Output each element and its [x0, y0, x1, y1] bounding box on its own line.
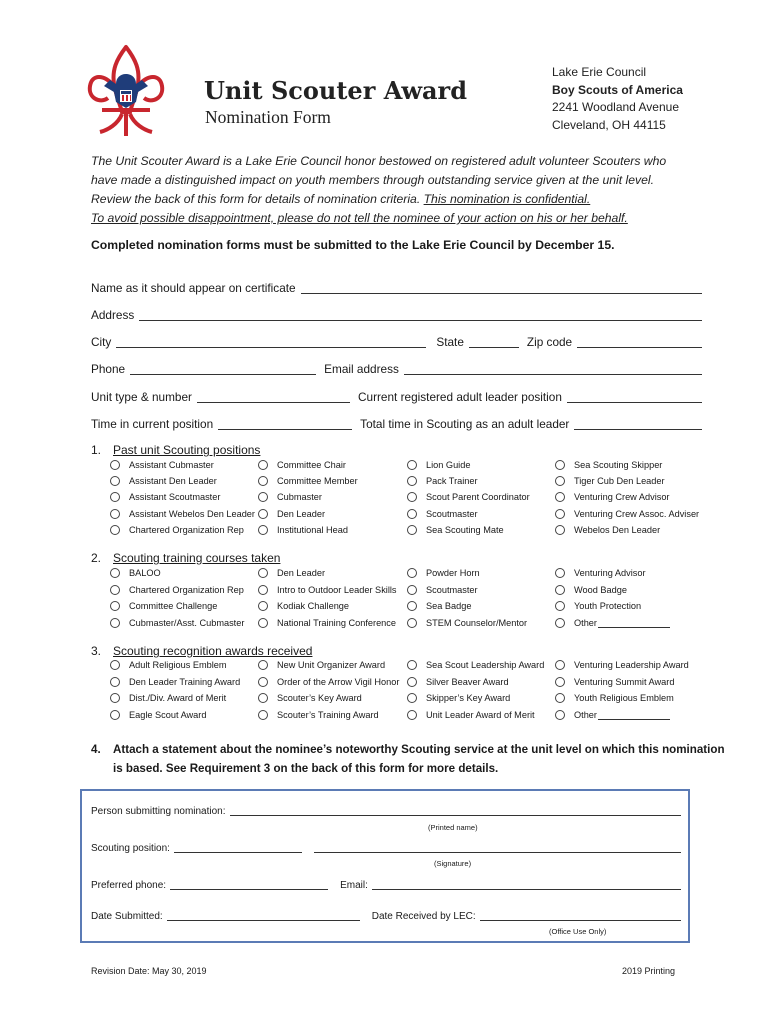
awards-option[interactable] — [110, 710, 206, 720]
positions-option[interactable] — [110, 525, 244, 535]
positions-option[interactable] — [258, 509, 325, 519]
positions-option[interactable] — [555, 460, 662, 470]
positions-option[interactable] — [555, 525, 660, 535]
training-option-label: Cubmaster/Asst. Cubmaster — [129, 617, 245, 628]
awards-option-label: Dist./Div. Award of Merit — [129, 693, 227, 703]
training-option-label: Committee Challenge — [129, 601, 218, 611]
training-option-label: Youth Protection — [574, 601, 642, 611]
radio-circle-icon[interactable] — [258, 525, 268, 535]
awards-option-label: Unit Leader Award of Merit — [426, 709, 535, 720]
section-1-title: Past unit Scouting positions — [113, 443, 261, 457]
address-line-4: Cleveland, OH 44115 — [552, 117, 666, 132]
positions-option[interactable] — [110, 492, 220, 502]
person-label: Person submitting nomination: — [91, 806, 226, 817]
deadline-notice: Completed nomination forms must be submitted to the Lake Erie Council by December 15. — [91, 238, 615, 252]
positions-option-label: Venturing Crew Assoc. Adviser — [574, 508, 700, 519]
training-option[interactable] — [258, 601, 349, 611]
positions-option-label: Den Leader — [277, 508, 326, 519]
training-option[interactable] — [258, 568, 325, 578]
office-use-caption: (Office Use Only) — [549, 927, 607, 936]
date-received-input-line[interactable] — [480, 919, 681, 921]
name-field-row — [91, 276, 702, 296]
awards-option-label: Youth Religious Emblem — [574, 693, 674, 703]
date-submitted-input-line[interactable] — [167, 919, 360, 921]
positions-option-label: Venturing Crew Advisor — [574, 492, 670, 503]
training-option[interactable] — [555, 585, 627, 595]
awards-option[interactable] — [407, 693, 510, 703]
positions-option-label: Scoutmaster — [426, 508, 478, 519]
awards-option-label: Scouter’s Training Award — [277, 709, 379, 720]
positions-option[interactable] — [407, 509, 478, 519]
awards-option[interactable] — [110, 660, 227, 670]
printing-year: 2019 Printing — [622, 966, 676, 976]
radio-circle-icon[interactable] — [407, 660, 417, 670]
unit-field-row — [91, 385, 702, 405]
positions-option[interactable] — [555, 509, 699, 519]
time-field-row — [91, 412, 702, 432]
training-option-label: Venturing Advisor — [574, 568, 646, 578]
positions-option[interactable] — [555, 476, 665, 486]
preferred-phone-label: Preferred phone: — [91, 880, 167, 891]
training-option-label: BALOO — [129, 568, 161, 578]
training-option[interactable] — [258, 618, 396, 628]
submitter-box — [80, 789, 690, 943]
address-input-line[interactable] — [139, 319, 702, 321]
radio-circle-icon[interactable] — [555, 525, 565, 535]
city-input-line[interactable] — [116, 346, 426, 348]
radio-circle-icon[interactable] — [258, 585, 268, 595]
radio-circle-icon[interactable] — [407, 492, 417, 502]
positions-option-label: Webelos Den Leader — [574, 524, 661, 535]
zip-label: Zip code — [526, 335, 573, 349]
state-input-line[interactable] — [469, 346, 519, 348]
awards-option-label: Eagle Scout Award — [129, 709, 207, 720]
radio-circle-icon[interactable] — [555, 618, 565, 628]
time-scouting-label: Total time in Scouting as an adult leader — [360, 417, 570, 431]
intro-line-3: Review the back of this form for details of nomination criteria. This nomination is confidential. — [91, 192, 591, 206]
radio-circle-icon[interactable] — [407, 509, 417, 519]
awards-option-label: Silver Beaver Award — [426, 676, 509, 687]
person-input-line[interactable] — [230, 814, 681, 816]
awards-option-label: Skipper’s Key Award — [426, 693, 511, 703]
intro-paragraph — [91, 152, 691, 228]
training-option[interactable] — [110, 585, 244, 595]
training-option[interactable] — [555, 601, 641, 611]
radio-circle-icon[interactable] — [555, 568, 565, 578]
radio-circle-icon[interactable] — [407, 677, 417, 687]
training-option[interactable] — [407, 618, 527, 628]
radio-circle-icon[interactable] — [407, 460, 417, 470]
address-line-1: Lake Erie Council — [552, 65, 647, 79]
training-option-label: Other — [574, 617, 597, 628]
position-label: Scouting position: — [91, 843, 170, 854]
positions-option[interactable] — [110, 476, 217, 486]
intro-line-4: To avoid possible disappointment, please do not tell the nominee of your action on his or her behalf. — [91, 211, 628, 225]
radio-circle-icon[interactable] — [407, 476, 417, 486]
radio-circle-icon[interactable] — [555, 601, 565, 611]
email-label: Email address — [324, 362, 399, 376]
phone-label: Phone — [91, 362, 126, 376]
city-label: City — [91, 335, 112, 349]
contact-row — [91, 880, 681, 891]
radio-circle-icon[interactable] — [555, 460, 565, 470]
training-option[interactable] — [555, 568, 646, 578]
training-option[interactable] — [407, 568, 480, 578]
awards-option[interactable] — [407, 660, 544, 670]
radio-circle-icon[interactable] — [555, 476, 565, 486]
unit-type-label: Unit type & number — [91, 390, 192, 404]
radio-circle-icon[interactable] — [110, 460, 120, 470]
submitter-email-label: Email: — [340, 880, 368, 891]
positions-option-label: Assistant Cubmaster — [129, 460, 214, 470]
printed-name-caption: (Printed name) — [428, 823, 478, 832]
positions-option[interactable] — [407, 492, 530, 502]
preferred-phone-input-line[interactable] — [170, 888, 328, 890]
radio-circle-icon[interactable] — [258, 509, 268, 519]
section-2-title: Scouting training courses taken — [113, 551, 281, 565]
current-position-input-line[interactable] — [567, 401, 702, 403]
training-option[interactable] — [110, 618, 244, 628]
radio-circle-icon[interactable] — [110, 476, 120, 486]
radio-circle-icon[interactable] — [258, 601, 268, 611]
current-position-label: Current registered adult leader position — [357, 390, 562, 404]
awards-option[interactable] — [555, 677, 674, 687]
name-input-line[interactable] — [301, 292, 702, 294]
radio-circle-icon[interactable] — [555, 660, 565, 670]
training-option-label: Powder Horn — [426, 568, 480, 578]
section-4-line-2: is based. See Requirement 3 on the back of this form for more details. — [113, 762, 499, 775]
positions-option-label: Scout Parent Coordinator — [426, 492, 530, 503]
awards-option-label: Sea Scout Leadership Award — [426, 660, 545, 670]
awards-option-label: Venturing Summit Award — [574, 676, 675, 687]
dates-row — [91, 911, 681, 922]
section-1-heading: 1. Past unit Scouting positions — [91, 443, 261, 457]
awards-option[interactable] — [407, 677, 509, 687]
confidential-note: This nomination is confidential. — [423, 192, 591, 206]
radio-circle-icon[interactable] — [407, 585, 417, 595]
positions-option-label: Institutional Head — [277, 524, 348, 535]
awards-option[interactable] — [110, 677, 240, 687]
radio-circle-icon[interactable] — [407, 568, 417, 578]
time-position-label: Time in current position — [91, 417, 214, 431]
awards-option[interactable] — [258, 693, 362, 703]
awards-option[interactable] — [555, 693, 674, 703]
training-option-label: Den Leader — [277, 568, 326, 578]
unit-type-input-line[interactable] — [197, 401, 350, 403]
radio-circle-icon[interactable] — [555, 509, 565, 519]
radio-circle-icon[interactable] — [258, 677, 268, 687]
time-position-input-line[interactable] — [218, 428, 352, 430]
positions-option-label: Cubmaster — [277, 492, 322, 503]
radio-circle-icon[interactable] — [110, 618, 120, 628]
address-line-2: Boy Scouts of America — [552, 82, 683, 97]
training-option-label: Kodiak Challenge — [277, 601, 350, 611]
email-input-line[interactable] — [404, 373, 702, 375]
positions-option[interactable] — [258, 525, 348, 535]
awards-option-label: Venturing Leadership Award — [574, 660, 689, 670]
positions-option[interactable] — [258, 460, 346, 470]
positions-option[interactable] — [407, 525, 504, 535]
radio-circle-icon[interactable] — [407, 710, 417, 720]
radio-circle-icon[interactable] — [258, 618, 268, 628]
city-field-row — [91, 330, 702, 350]
radio-circle-icon[interactable] — [555, 585, 565, 595]
radio-circle-icon[interactable] — [258, 492, 268, 502]
radio-circle-icon[interactable] — [258, 660, 268, 670]
radio-circle-icon[interactable] — [110, 677, 120, 687]
form-title: Unit Scouter Award — [204, 76, 467, 105]
positions-option-label: Tiger Cub Den Leader — [574, 476, 665, 487]
positions-option-label: Lion Guide — [426, 460, 471, 470]
training-option[interactable] — [110, 601, 217, 611]
positions-option-label: Assistant Scoutmaster — [129, 492, 221, 503]
positions-option[interactable] — [110, 509, 255, 519]
section-3-title: Scouting recognition awards received — [113, 644, 313, 658]
awards-option[interactable] — [258, 660, 385, 670]
person-row — [91, 806, 681, 817]
awards-option[interactable] — [258, 710, 379, 720]
awards-option[interactable] — [407, 710, 535, 720]
radio-circle-icon[interactable] — [110, 525, 120, 535]
radio-circle-icon[interactable] — [110, 585, 120, 595]
signature-input-line[interactable] — [314, 851, 681, 853]
positions-option-label: Committee Member — [277, 476, 358, 487]
submitter-email-input-line[interactable] — [372, 888, 681, 890]
radio-circle-icon[interactable] — [110, 710, 120, 720]
radio-circle-icon[interactable] — [110, 492, 120, 502]
state-label: State — [436, 335, 464, 349]
training-option[interactable] — [258, 585, 397, 595]
radio-circle-icon[interactable] — [407, 693, 417, 703]
positions-option-label: Sea Scouting Skipper — [574, 460, 663, 470]
section-2-heading: 2. Scouting training courses taken — [91, 551, 281, 565]
positions-option-label: Assistant Den Leader — [129, 476, 217, 487]
awards-option[interactable] — [555, 710, 670, 720]
phone-input-line[interactable] — [130, 373, 316, 375]
training-option-label: Chartered Organization Rep — [129, 584, 244, 595]
training-option-label: Intro to Outdoor Leader Skills — [277, 584, 397, 595]
radio-circle-icon[interactable] — [555, 677, 565, 687]
training-option-label: STEM Counselor/Mentor — [426, 617, 528, 628]
awards-option[interactable] — [258, 677, 399, 687]
radio-circle-icon[interactable] — [555, 693, 565, 703]
council-address — [552, 64, 683, 134]
awards-option-label: Scouter’s Key Award — [277, 693, 362, 703]
awards-option-label: Adult Religious Emblem — [129, 660, 227, 670]
radio-circle-icon[interactable] — [258, 568, 268, 578]
position-input-line[interactable] — [174, 851, 302, 853]
positions-option[interactable] — [407, 460, 470, 470]
radio-circle-icon[interactable] — [258, 476, 268, 486]
signature-caption: (Signature) — [434, 859, 472, 868]
positions-option-label: Assistant Webelos Den Leader — [129, 508, 255, 519]
radio-circle-icon[interactable] — [258, 710, 268, 720]
phone-field-row — [91, 357, 702, 377]
awards-option[interactable] — [110, 693, 226, 703]
positions-option[interactable] — [407, 476, 478, 486]
radio-circle-icon[interactable] — [258, 460, 268, 470]
awards-option-label: Order of the Arrow Vigil Honor — [277, 676, 400, 687]
training-option-label: Sea Badge — [426, 601, 472, 611]
training-option[interactable] — [110, 568, 161, 578]
form-subtitle: Nomination Form — [205, 107, 331, 127]
address-label: Address — [91, 308, 135, 322]
date-received-label: Date Received by LEC: — [371, 911, 476, 922]
radio-circle-icon[interactable] — [407, 618, 417, 628]
section-4-line-1: Attach a statement about the nominee’s noteworthy Scouting service at the unit level on which this nomination — [113, 743, 725, 756]
radio-circle-icon[interactable] — [110, 509, 120, 519]
positions-option-label: Chartered Organization Rep — [129, 524, 244, 535]
zip-input-line[interactable] — [577, 346, 702, 348]
positions-option-label: Pack Trainer — [426, 476, 478, 487]
revision-date: Revision Date: May 30, 2019 — [91, 966, 207, 976]
radio-circle-icon[interactable] — [110, 601, 120, 611]
training-option-label: Wood Badge — [574, 584, 627, 595]
radio-circle-icon[interactable] — [555, 492, 565, 502]
radio-circle-icon[interactable] — [555, 710, 565, 720]
positions-option-label: Committee Chair — [277, 460, 346, 470]
position-row — [91, 843, 681, 854]
awards-option[interactable] — [555, 660, 689, 670]
awards-option-label: Den Leader Training Award — [129, 676, 241, 687]
radio-circle-icon[interactable] — [407, 601, 417, 611]
positions-option[interactable] — [555, 492, 670, 502]
time-scouting-input-line[interactable] — [574, 428, 702, 430]
radio-circle-icon[interactable] — [258, 693, 268, 703]
address-line-3: 2241 Woodland Avenue — [552, 100, 680, 114]
training-option[interactable] — [407, 585, 478, 595]
awards-option-label: New Unit Organizer Award — [277, 660, 386, 670]
bsa-fleur-de-lis-logo — [86, 44, 166, 140]
positions-option[interactable] — [258, 492, 322, 502]
date-submitted-label: Date Submitted: — [91, 911, 163, 922]
positions-option-label: Sea Scouting Mate — [426, 524, 504, 535]
training-option-label: National Training Conference — [277, 617, 396, 628]
intro-line-1: The Unit Scouter Award is a Lake Erie Council honor bestowed on registered adult volunteer Scouters who — [91, 154, 667, 168]
training-option[interactable] — [555, 618, 670, 628]
intro-line-2: have made a distinguished impact on youth members through outstanding service given at the unit level. — [91, 173, 654, 187]
positions-option[interactable] — [110, 460, 214, 470]
radio-circle-icon[interactable] — [110, 693, 120, 703]
radio-circle-icon[interactable] — [407, 525, 417, 535]
radio-circle-icon[interactable] — [110, 660, 120, 670]
training-option[interactable] — [407, 601, 471, 611]
name-label: Name as it should appear on certificate — [91, 281, 296, 295]
other-input-line[interactable] — [598, 618, 670, 628]
section-3-heading: 3. Scouting recognition awards received — [91, 644, 313, 658]
radio-circle-icon[interactable] — [110, 568, 120, 578]
address-field-row — [91, 303, 702, 323]
awards-option-label: Other — [574, 709, 597, 720]
positions-option[interactable] — [258, 476, 358, 486]
other-input-line[interactable] — [598, 710, 670, 720]
training-option-label: Scoutmaster — [426, 584, 478, 595]
